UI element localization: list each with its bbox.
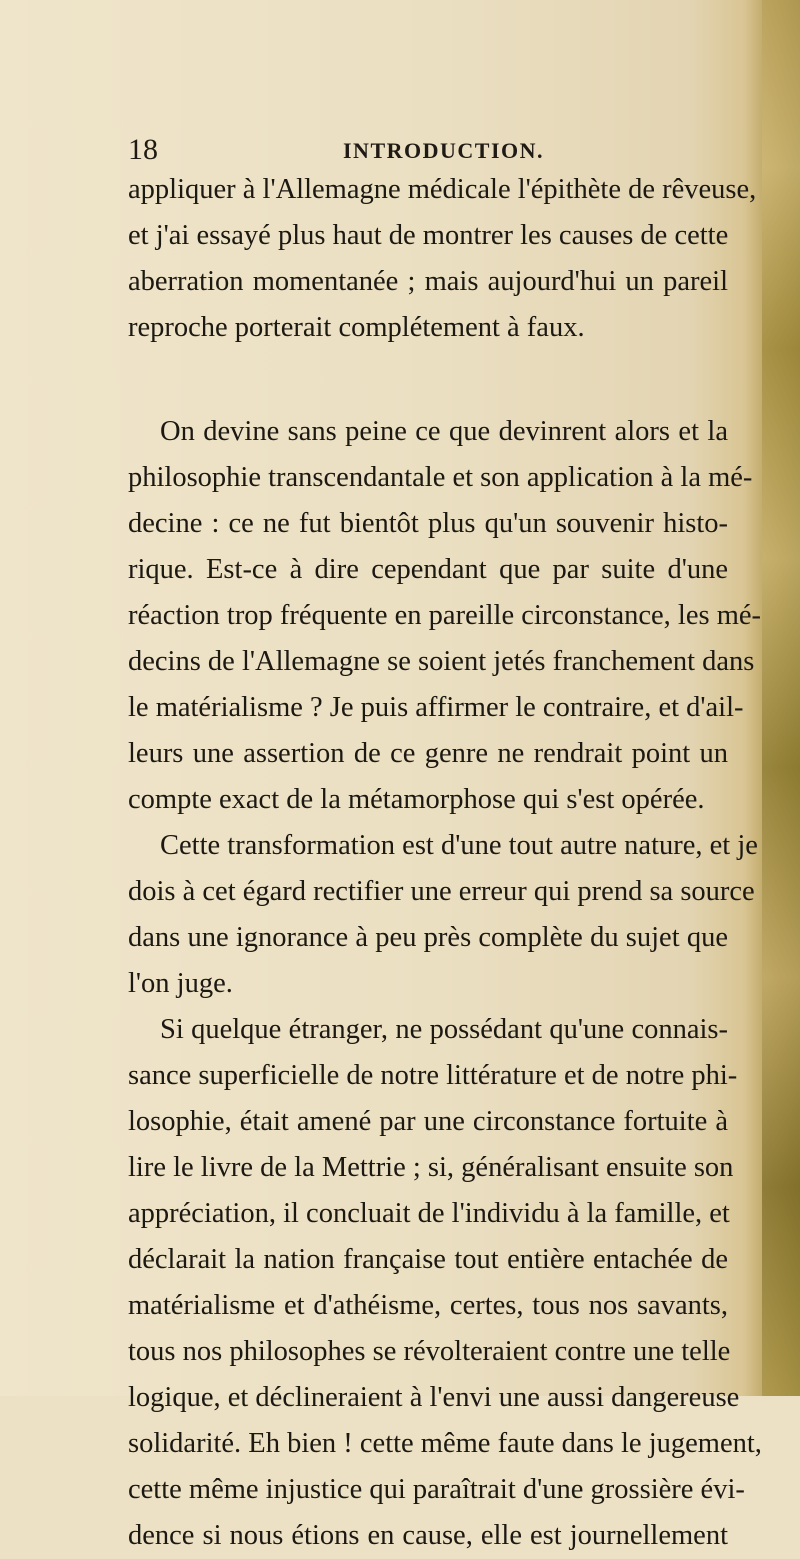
text-line: sance superficielle de notre littérature et de notre phi- (128, 1060, 738, 1091)
paragraph-gap (128, 351, 728, 409)
text-line: dans une ignorance à peu près complète du sujet que (128, 922, 728, 953)
text-line: le matérialisme ? Je puis affirmer le contraire, et d'ail- (128, 692, 744, 723)
text-line: compte exact de la métamorphose qui s'est opérée. (128, 784, 705, 815)
text-line: reproche porterait complétement à faux. (128, 312, 585, 343)
text-line: Si quelque étranger, ne possédant qu'une connais- (160, 1014, 728, 1045)
text-line: philosophie transcendantale et son application à la mé- (128, 462, 753, 493)
text-line: On devine sans peine ce que devinrent alors et la (160, 416, 728, 447)
page-edge-shadow (762, 0, 800, 1396)
page-number: 18 (128, 133, 158, 166)
text-line: dois à cet égard rectifier une erreur qui prend sa source (128, 876, 755, 907)
text-line: l'on juge. (128, 968, 233, 999)
text-line: rique. Est-ce à dire cependant que par suite d'une (128, 554, 728, 585)
text-line: cette même injustice qui paraîtrait d'une grossière évi- (128, 1474, 745, 1505)
page-header (128, 132, 768, 172)
text-line: logique, et déclineraient à l'envi une aussi dangereuse (128, 1382, 740, 1413)
text-line: leurs une assertion de ce genre ne rendrait point un (128, 738, 728, 769)
text-line: Cette transformation est d'une tout autre nature, et je (160, 830, 758, 861)
text-line: déclarait la nation française tout entière entachée de (128, 1244, 728, 1275)
body-text (128, 167, 762, 1559)
text-line: solidarité. Eh bien ! cette même faute dans le jugement, (128, 1428, 762, 1459)
text-line: tous nos philosophes se révolteraient contre une telle (128, 1336, 731, 1367)
text-line: appliquer à l'Allemagne médicale l'épithète de rêveuse, (128, 174, 757, 205)
text-line: losophie, était amené par une circonstance fortuite à (128, 1106, 728, 1137)
text-line: dence si nous étions en cause, elle est journellement (128, 1520, 728, 1551)
text-line: lire le livre de la Mettrie ; si, généralisant ensuite son (128, 1152, 734, 1183)
text-line: appréciation, il concluait de l'individu à la famille, et (128, 1198, 730, 1229)
running-head: INTRODUCTION. (343, 138, 545, 163)
text-line: et j'ai essayé plus haut de montrer les causes de cette (128, 220, 729, 251)
text-line: decins de l'Allemagne se soient jetés franchement dans (128, 646, 755, 677)
text-line: réaction trop fréquente en pareille circonstance, les mé- (128, 600, 762, 631)
text-line: matérialisme et d'athéisme, certes, tous nos savants, (128, 1290, 728, 1321)
text-line: aberration momentanée ; mais aujourd'hui un pareil (128, 266, 728, 297)
text-line: decine : ce ne fut bientôt plus qu'un souvenir histo- (128, 508, 728, 539)
